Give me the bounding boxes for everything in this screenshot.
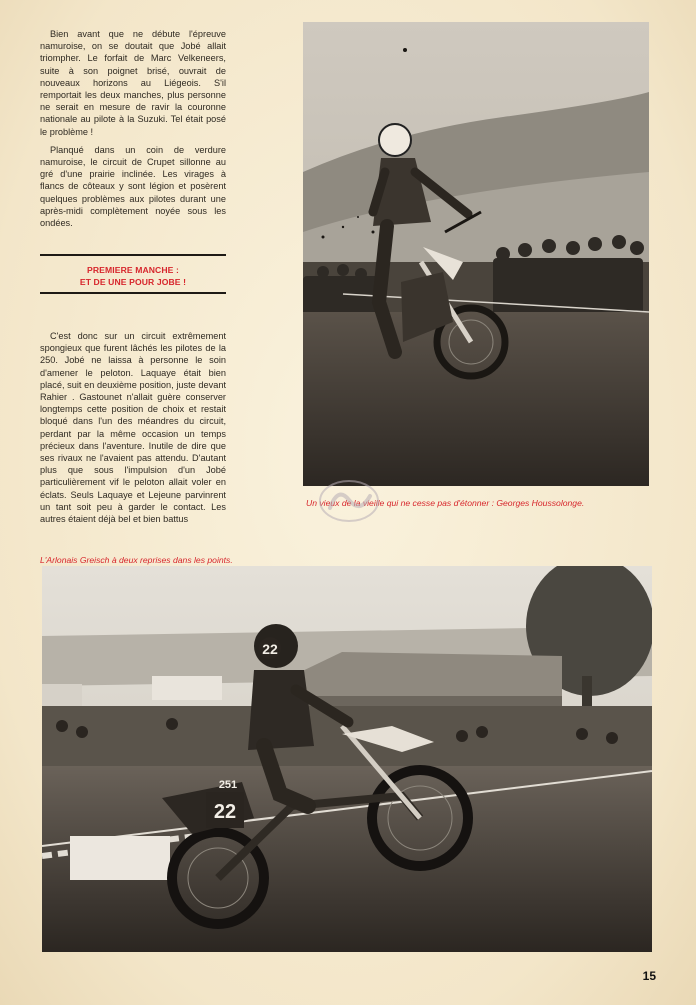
section-rule-bottom [40, 292, 226, 294]
intro-paragraph-1: Bien avant que ne débute l'épreuve namuroise, on se doutait que Jobé allait triompher. Le forfait de Marc Velkeneers, suite à son poignet brisé, ouvrait de nouveaux horizons au Liégeois. S'il remportait les deux manches, plus personne ne serait en mesure de ravir la couronne nationale au pilote à la Suzuki. Tel était posé le problème ! [40, 29, 226, 137]
intro-text [40, 28, 226, 235]
body-paragraph-1: C'est donc sur un circuit extrêmement spongieux que furent lâchés les pilotes de la 250. Jobé ne laissa à personne le soin d'amener le peloton. Laquaye était bien placé, suit en deuxième position, juste devant Rahier . Gastounet n'allait guère conserver longtemps cette position de choix et restait bloqué dans l'un des méandres du circuit, perdant par la même occasion un temps précieux dans l'aventure. Inutile de dire que ses rivaux ne l'avaient pas attendu. D'autant plus que sous l'impulsion d'un Jobé particulièrement vif le peloton allait voler en éclats. Seuls Laquaye et Lejeune parvinrent un tant soit peu à garder le contact. Les autres étaient déjà bel et bien battus [40, 331, 226, 525]
heading-line-1: PREMIERE MANCHE : [87, 265, 179, 275]
plate-text: 251 [218, 779, 238, 791]
intro-paragraph-2: Planqué dans un coin de verdure namuroise, le circuit de Crupet sillonne au gré d'une prairie inclinée. Les virages à flancs de côteaux y sont légion et posèrent quelques problèmes aux pilotes durant une après-midi complètement noyée sous les ondées. [40, 144, 226, 229]
section-rule-top [40, 254, 226, 256]
caption-photo-1: Un vieux de la vieille qui ne cesse pas d'étonner : Georges Houssolonge. [306, 498, 585, 508]
caption-photo-2: L'Arlonais Greisch à deux reprises dans les points. [40, 555, 233, 565]
page-number: 15 [642, 969, 656, 983]
side-plate-number: 22 [213, 801, 237, 823]
photo-houssolonge [303, 22, 649, 486]
body-text [40, 330, 226, 531]
watermark-logo [318, 478, 380, 524]
section-heading [40, 264, 226, 288]
photo-greisch [42, 566, 652, 952]
heading-line-2: ET DE UNE POUR JOBE ! [79, 277, 187, 287]
helmet-number: 22 [262, 641, 278, 657]
